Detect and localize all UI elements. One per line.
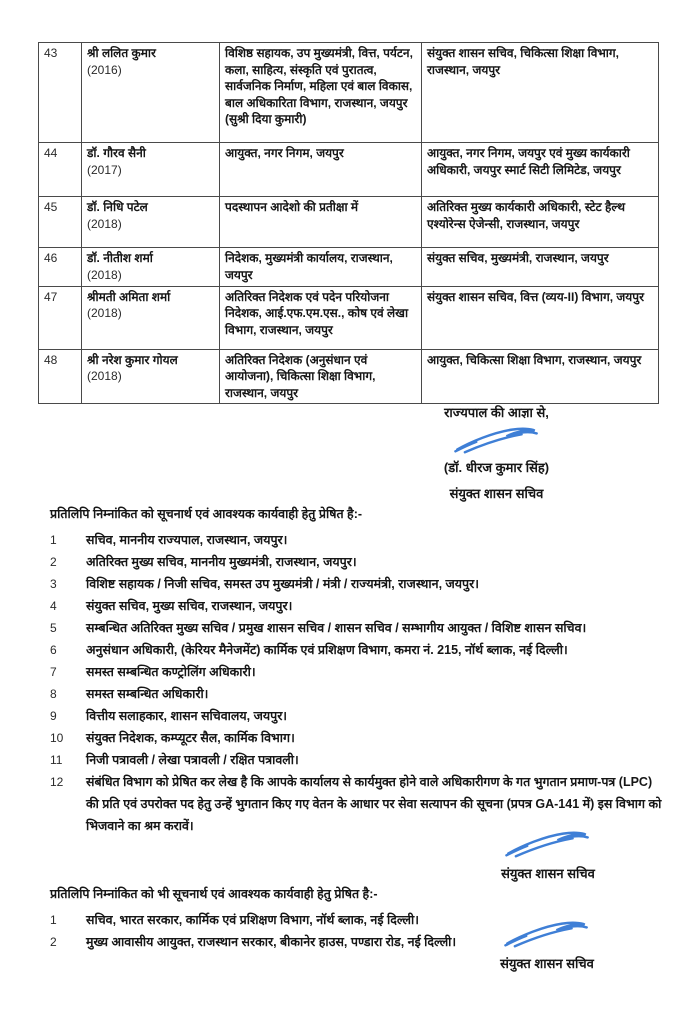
item-text: मुख्य आवासीय आयुक्त, राजस्थान सरकार, बीकानेर हाउस, पण्डारा रोड, नई दिल्ली। — [86, 935, 457, 949]
item-number: 11 — [50, 753, 63, 767]
list-item — [50, 551, 664, 573]
cell-new-post: संयुक्त सचिव, मुख्यमंत्री, राजस्थान, जयपुर — [422, 248, 659, 287]
item-number: 3 — [50, 577, 57, 591]
item-number: 2 — [50, 935, 57, 949]
list-item — [50, 573, 664, 595]
signatory-designation: संयुक्त शासन सचिव — [501, 866, 595, 881]
cell-current-post: अतिरिक्त निदेशक एवं पदेन परियोजना निदेशक, आई.एफ.एम.एस., कोष एवं लेखा विभाग, राजस्थान, जयपुर — [220, 286, 422, 349]
list-item — [50, 617, 664, 639]
officer-name: डॉ. गौरव सैनी — [87, 146, 146, 160]
item-number: 4 — [50, 599, 57, 613]
table-row — [39, 197, 659, 248]
cell-new-post: आयुक्त, नगर निगम, जयपुर एवं मुख्य कार्यकारी अधिकारी, जयपुर स्मार्ट सिटी लिमिटेड, जयपुर — [422, 143, 659, 197]
cell-serial: 48 — [39, 349, 82, 404]
officer-batch-year: (2018) — [87, 267, 122, 282]
list-item — [50, 683, 664, 705]
cell-new-post: आयुक्त, चिकित्सा शिक्षा विभाग, राजस्थान, जयपुर — [422, 349, 659, 404]
item-text: वित्तीय सलाहकार, शासन सचिवालय, जयपुर। — [86, 709, 288, 723]
officer-batch-year: (2018) — [87, 216, 122, 231]
signature-block-primary — [399, 404, 594, 503]
table-row — [39, 143, 659, 197]
table-row — [39, 248, 659, 287]
cell-officer-name — [82, 286, 220, 349]
item-number: 5 — [50, 621, 57, 635]
officer-name: श्री नरेश कुमार गोयल — [87, 352, 178, 367]
item-text: संबंधित विभाग को प्रेषित कर लेख है कि आपके कार्यालय से कार्यमुक्त होने वाले अधिकारीगण के गत भुगतान प्रमाण-पत्र (LPC) की प्रति एवं उपरोक्त पद हेतु उन्हें भुगतान किए गए वेतन के आधार पर सेवा सत्यापन की सूचना (प्रपत्र GA-141 में) इस विभाग को भिजवाने का श्रम करावें। — [86, 775, 662, 833]
cell-new-post: अतिरिक्त मुख्य कार्यकारी अधिकारी, स्टेट हैल्थ एश्योरेन्स ऐजेन्सी, राजस्थान, जयपुर — [422, 197, 659, 248]
list-item — [50, 639, 664, 661]
item-number: 8 — [50, 687, 57, 701]
officer-name: डॉ. नीतीश शर्मा — [87, 251, 153, 265]
officer-name: डॉ. निधि पटेल — [87, 200, 148, 214]
item-text: समस्त सम्बन्धित कण्ट्रोलिंग अधिकारी। — [86, 665, 256, 679]
cell-officer-name — [82, 197, 220, 248]
cell-serial: 43 — [39, 43, 82, 143]
signature-scribble — [500, 827, 596, 861]
cell-officer-name — [82, 248, 220, 287]
by-order-text: राज्यपाल की आज्ञा से, — [444, 405, 549, 420]
cell-officer-name — [82, 349, 220, 404]
table-row — [39, 286, 659, 349]
list-item — [50, 661, 664, 683]
item-text: अतिरिक्त मुख्य सचिव, माननीय मुख्यमंत्री, राजस्थान, जयपुर। — [86, 555, 357, 569]
copy-list-1 — [50, 504, 664, 837]
cell-officer-name — [82, 143, 220, 197]
table-row — [39, 349, 659, 404]
item-text: निजी पत्रावली / लेखा पत्रावली / रक्षित पत्रावली। — [86, 753, 299, 767]
copy-list-heading: प्रतिलिपि निम्नांकित को भी सूचनार्थ एवं आवश्यक कार्यवाही हेतु प्रेषित है:- — [50, 887, 378, 901]
item-number: 12 — [50, 775, 64, 789]
item-text: सचिव, भारत सरकार, कार्मिक एवं प्रशिक्षण विभाग, नॉर्थ ब्लाक, नई दिल्ली। — [86, 913, 419, 927]
table-row — [39, 43, 659, 143]
list-item — [50, 705, 664, 727]
list-item — [50, 749, 664, 771]
item-text: संयुक्त सचिव, मुख्य सचिव, राजस्थान, जयपुर। — [86, 599, 293, 613]
cell-new-post: संयुक्त शासन सचिव, वित्त (व्यय-II) विभाग, जयपुर — [422, 286, 659, 349]
cell-serial: 46 — [39, 248, 82, 287]
signature-scribble — [449, 423, 545, 457]
item-number: 1 — [50, 533, 57, 547]
cell-current-post: अतिरिक्त निदेशक (अनुसंधान एवं आयोजना), चिकित्सा शिक्षा विभाग, राजस्थान, जयपुर — [220, 349, 422, 404]
officer-name: श्री ललित कुमार — [87, 46, 156, 60]
cell-new-post: संयुक्त शासन सचिव, चिकित्सा शिक्षा विभाग, राजस्थान, जयपुर — [422, 43, 659, 143]
signature-block-tertiary — [452, 916, 642, 973]
list-item — [50, 529, 664, 551]
signatory-designation: संयुक्त शासन सचिव — [449, 486, 544, 501]
item-text: सम्बन्धित अतिरिक्त मुख्य सचिव / प्रमुख शासन सचिव / शासन सचिव / सम्भागीय आयुक्त / विशिष्ट शासन सचिव। — [86, 621, 587, 635]
officer-batch-year: (2017) — [87, 162, 122, 177]
cell-serial: 44 — [39, 143, 82, 197]
item-text: समस्त सम्बन्धित अधिकारी। — [86, 687, 209, 701]
item-number: 9 — [50, 709, 57, 723]
cell-current-post: पदस्थापन आदेशो की प्रतीक्षा में — [220, 197, 422, 248]
cell-officer-name — [82, 43, 220, 143]
item-text: अनुसंधान अधिकारी, (केरियर मैनेजमेंट) कार्मिक एवं प्रशिक्षण विभाग, कमरा नं. 215, नॉर्थ ब्लाक, नई दिल्ली। — [86, 643, 568, 657]
signature-block-secondary — [458, 826, 638, 883]
cell-current-post: विशिष्ठ सहायक, उप मुख्यमंत्री, वित्त, पर्यटन, कला, साहित्य, संस्कृति एवं पुरातत्व, सार्वजनिक निर्माण, महिला एवं बाल विकास, बाल अधिकारिता विभाग, राजस्थान, जयपुर (सुश्री दिया कुमारी) — [220, 43, 422, 143]
officer-batch-year: (2018) — [87, 369, 122, 383]
item-text: सचिव, माननीय राज्यपाल, राजस्थान, जयपुर। — [86, 533, 288, 547]
copy-list-heading: प्रतिलिपि निम्नांकित को सूचनार्थ एवं आवश्यक कार्यवाही हेतु प्रेषित है:- — [50, 507, 363, 521]
officer-batch-year: (2016) — [87, 62, 122, 77]
signatory-name: (डॉ. धीरज कुमार सिंह) — [443, 460, 550, 475]
cell-serial: 45 — [39, 197, 82, 248]
cell-current-post: आयुक्त, नगर निगम, जयपुर — [220, 143, 422, 197]
list-item — [50, 727, 664, 749]
officer-table — [38, 42, 659, 404]
item-number: 10 — [50, 731, 64, 745]
cell-current-post: निदेशक, मुख्यमंत्री कार्यालय, राजस्थान, जयपुर — [220, 248, 422, 287]
item-number: 7 — [50, 665, 57, 679]
item-number: 6 — [50, 643, 57, 657]
list-item — [50, 595, 664, 617]
item-text: विशिष्ट सहायक / निजी सचिव, समस्त उप मुख्यमंत्री / मंत्री / राज्यमंत्री, राजस्थान, जयपुर। — [86, 577, 480, 591]
item-number: 2 — [50, 555, 57, 569]
item-text: संयुक्त निदेशक, कम्प्यूटर सैल, कार्मिक विभाग। — [86, 731, 295, 745]
officer-batch-year: (2018) — [87, 306, 122, 320]
signature-scribble — [495, 917, 599, 951]
officer-name: श्रीमती अमिता शर्मा — [87, 289, 171, 304]
officer-table-wrap — [38, 42, 659, 404]
item-number: 1 — [50, 913, 57, 927]
signatory-designation: संयुक्त शासन सचिव — [500, 956, 594, 971]
cell-serial: 47 — [39, 286, 82, 349]
